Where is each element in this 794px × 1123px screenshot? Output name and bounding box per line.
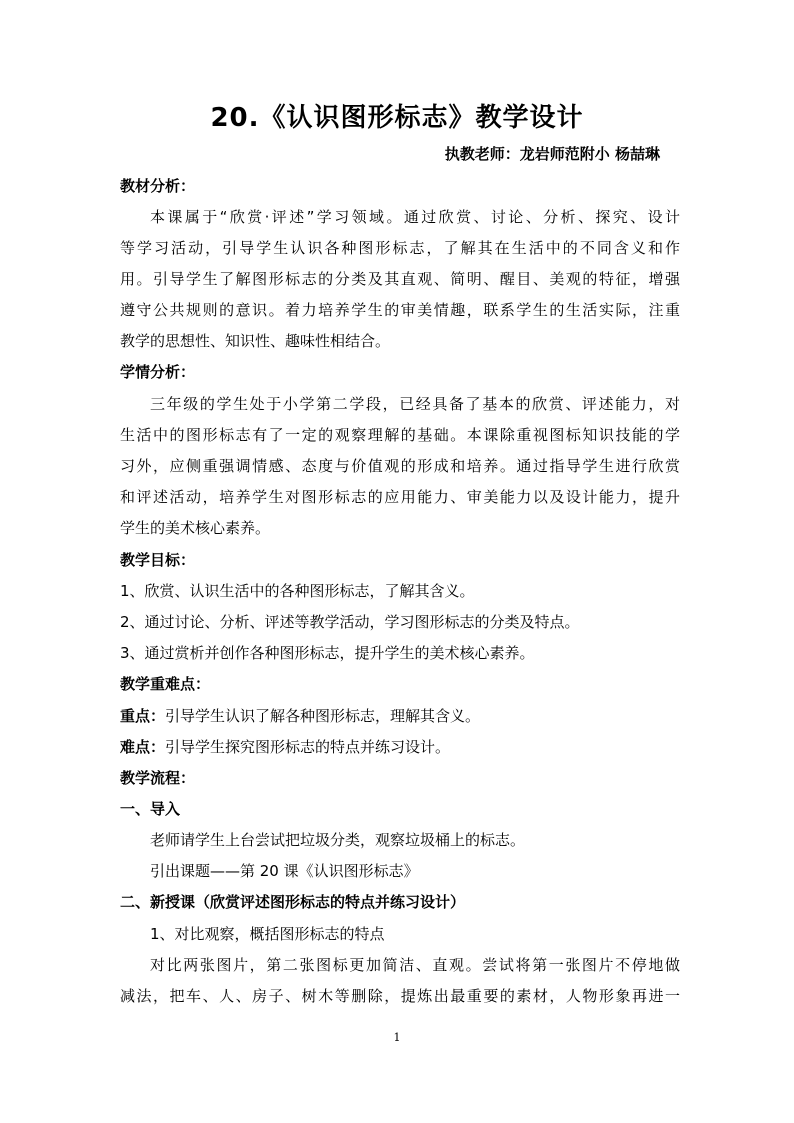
paragraph-line: 学生的美术核心素养。 [120,519,271,537]
paragraph-line: 本课属于“欣赏·评述”学习领域。通过欣赏、讨论、分析、探究、设计 [150,208,680,226]
paragraph-line: 教学的思想性、知识性、趣味性相结合。 [120,332,391,350]
paragraph-line: 习外，应侧重强调情感、态度与价值观的形成和培养。通过指导学生进行欣赏 [120,457,680,475]
section-heading-material: 教材分析： [120,177,196,195]
paragraph-line: 遵守公共规则的意识。着力培养学生的审美情趣，联系学生的生活实际，注重 [120,301,680,319]
author-line: 执教老师：龙岩师范附小 杨喆琳 [444,145,660,163]
goal-item: 3、通过赏析并创作各种图形标志，提升学生的美术核心素养。 [120,644,535,662]
paragraph-line: 引出课题——第 20 课《认识图形标志》 [150,862,419,880]
goal-item: 2、通过讨论、分析、评述等教学活动，学习图形标志的分类及特点。 [120,613,580,631]
paragraph-line: 老师请学生上台尝试把垃圾分类，观察垃圾桶上的标志。 [150,831,526,849]
difficult-point-label: 难点： [120,738,166,756]
subheading: 1、对比观察，概括图形标志的特点 [150,925,385,943]
document-title: 20.《认识图形标志》教学设计 [210,103,584,133]
section-heading-keypoints: 教学重难点： [120,675,211,693]
paragraph-line: 减法，把车、人、房子、树木等删除，提炼出最重要的素材，人物形象再进一 [120,987,680,1005]
paragraph-line: 等学习活动，引导学生认识各种图形标志，了解其在生活中的不同含义和作 [120,239,680,257]
key-point [120,701,680,732]
page-number: 1 [393,1031,401,1044]
goal-item: 1、欣赏、认识生活中的各种图形标志，了解其含义。 [120,582,475,600]
paragraph-line: 三年级的学生处于小学第二学段，已经具备了基本的欣赏、评述能力，对 [150,395,680,413]
part-heading-new-lesson: 二、新授课（欣赏评述图形标志的特点并练习设计） [120,893,466,911]
difficult-point-text: 引导学生探究图形标志的特点并练习设计。 [165,738,451,756]
part-heading-intro: 一、导入 [120,800,181,818]
paragraph-line: 对比两张图片，第二张图标更加简洁、直观。尝试将第一张图片不停地做 [150,956,680,974]
section-heading-goals: 教学目标： [120,551,196,569]
difficult-point [120,732,680,763]
key-point-label: 重点： [120,707,166,725]
section-heading-students: 学情分析： [120,363,196,381]
key-point-text: 引导学生认识了解各种图形标志，理解其含义。 [165,707,481,725]
section-heading-process: 教学流程： [120,769,196,787]
paragraph-line: 和评述活动，培养学生对图形标志的应用能力、审美能力以及设计能力，提升 [120,488,680,506]
paragraph-line: 生活中的图形标志有了一定的观察理解的基础。本课除重视图标知识技能的学 [120,426,680,444]
paragraph-line: 用。引导学生了解图形标志的分类及其直观、简明、醒目、美观的特征，增强 [120,270,680,288]
